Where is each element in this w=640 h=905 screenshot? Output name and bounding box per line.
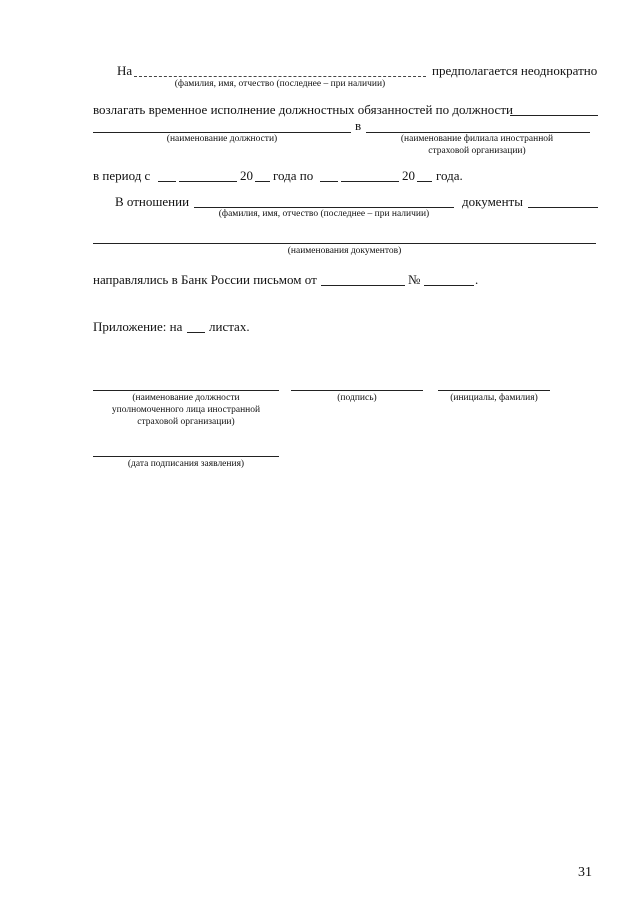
line2-text: возлагать временное исполнение должностных обязанностей по должности <box>93 102 513 117</box>
position-caption-2: уполномоченного лица иностранной <box>111 405 261 415</box>
appendix-suffix: листах. <box>209 319 250 334</box>
position-caption-1: (наименование должности <box>132 393 240 403</box>
sheets-count-field[interactable] <box>187 332 205 333</box>
start-year-field[interactable] <box>255 181 270 182</box>
initials-field[interactable] <box>438 390 550 391</box>
position-name-field[interactable] <box>93 132 351 133</box>
full-name-caption-2: (фамилия, имя, отчество (последнее – при наличии) <box>218 209 430 219</box>
position-caption: (наименование должности) <box>166 134 278 144</box>
end-year-field[interactable] <box>417 181 432 182</box>
branch-name-field[interactable] <box>366 132 590 133</box>
period-end: года. <box>436 168 463 183</box>
line3-connector: в <box>355 118 362 133</box>
sent-text: направлялись в Банк России письмом от <box>93 272 317 287</box>
sent-end: . <box>475 272 479 287</box>
end-day-field[interactable] <box>320 181 338 182</box>
line1-suffix: предполагается неоднократно <box>432 63 598 78</box>
authorized-position-field[interactable] <box>93 390 279 391</box>
regarding-prefix: В отношении <box>115 194 190 209</box>
signature-caption: (подпись) <box>337 393 377 403</box>
signing-date-caption: (дата подписания заявления) <box>127 459 245 469</box>
full-name-caption-1: (фамилия, имя, отчество (последнее – при наличии) <box>174 79 386 89</box>
letter-date-field[interactable] <box>321 285 405 286</box>
letter-number-field[interactable] <box>424 285 474 286</box>
period-start: в период с <box>93 168 151 183</box>
position-caption-3: страховой организации) <box>137 417 235 427</box>
start-month-field[interactable] <box>179 181 237 182</box>
documents-caption: (наименования документов) <box>287 246 402 256</box>
position-field-tail[interactable] <box>510 115 598 116</box>
branch-caption-1: (наименование филиала иностранной <box>400 134 554 144</box>
page-number: 31 <box>578 865 592 880</box>
regarding-suffix: документы <box>462 194 523 209</box>
appendix-prefix: Приложение: на <box>93 319 183 334</box>
full-name-field-1[interactable] <box>134 76 426 77</box>
documents-field-tail[interactable] <box>528 207 598 208</box>
line1-prefix: На <box>117 63 133 78</box>
end-month-field[interactable] <box>341 181 399 182</box>
period-year2: 20 <box>402 168 415 183</box>
number-sign: № <box>408 272 421 287</box>
start-day-field[interactable] <box>158 181 176 182</box>
full-name-field-2[interactable] <box>194 207 454 208</box>
branch-caption-2: страховой организации) <box>428 146 526 156</box>
period-year1: 20 <box>240 168 253 183</box>
signature-field[interactable] <box>291 390 423 391</box>
documents-names-field[interactable] <box>93 243 596 244</box>
initials-caption: (инициалы, фамилия) <box>450 393 538 403</box>
signing-date-field[interactable] <box>93 456 279 457</box>
period-mid: года по <box>273 168 314 183</box>
